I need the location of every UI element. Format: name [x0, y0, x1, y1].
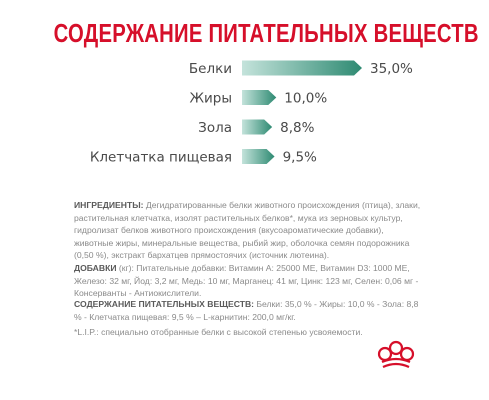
composition-text: Белки: 35,0 % - Жиры: 10,0 % - Зола: 8,8 % - Клетчатка пищевая: 9,5 % – L-карнитин: 200,0 мг/кг. — [74, 299, 419, 322]
footnote: *L.I.P.: специально отобранные белки с высокой степенью усвояемости. — [74, 327, 363, 337]
page-title: СОДЕРЖАНИЕ ПИТАТЕЛЬНЫХ ВЕЩЕСТВ — [53, 18, 479, 48]
bar-value-label: 10,0% — [284, 90, 328, 107]
ingredients-text: Дегидратированные белки животного происхождения (птица), злаки, растительная клетчатка, изолят растительных белков*, мука из зерновых культур, гидролизат белков животного происхождения (вкусоароматические добавки), животные жиры, минеральные вещества, рыбий жир, оболочка семян подорожника (0,50 %), экстракт бархатцев прямостоячих (источник лютеина). — [74, 200, 421, 261]
ingredients-label: ИНГРЕДИЕНТЫ: — [74, 200, 144, 210]
bar-label: Клетчатка пищевая — [89, 149, 232, 166]
nutrient-bar-chart — [0, 0, 489, 180]
additives-block — [74, 262, 424, 300]
crown-logo-icon — [376, 339, 416, 373]
bar — [242, 149, 275, 164]
composition-block — [74, 298, 424, 323]
ingredients-block — [74, 199, 424, 262]
additives-label: ДОБАВКИ — [74, 263, 117, 273]
composition-label: СОДЕРЖАНИЕ ПИТАТЕЛЬНЫХ ВЕЩЕСТВ: — [74, 299, 255, 309]
bar-value-label: 9,5% — [282, 149, 317, 166]
bar — [242, 90, 276, 105]
bar — [242, 61, 362, 76]
bar-value-label: 8,8% — [280, 120, 315, 136]
bar-label: Жиры — [189, 90, 232, 107]
bar — [242, 120, 272, 135]
bar-value-label: 35,0% — [370, 61, 413, 77]
bar-label: Белки — [188, 61, 232, 77]
bar-label: Зола — [198, 120, 232, 136]
additives-text: (кг): Питательные добавки: Витамин А: 25000 МЕ, Витамин D3: 1000 МЕ, Железо: 32 мг, Йод: 3,2 мг, Медь: 10 мг, Марганец: 41 мг, Цинк: 123 мг, Селен: 0,06 мг - Консерванты - Антиокислители. — [74, 263, 419, 299]
